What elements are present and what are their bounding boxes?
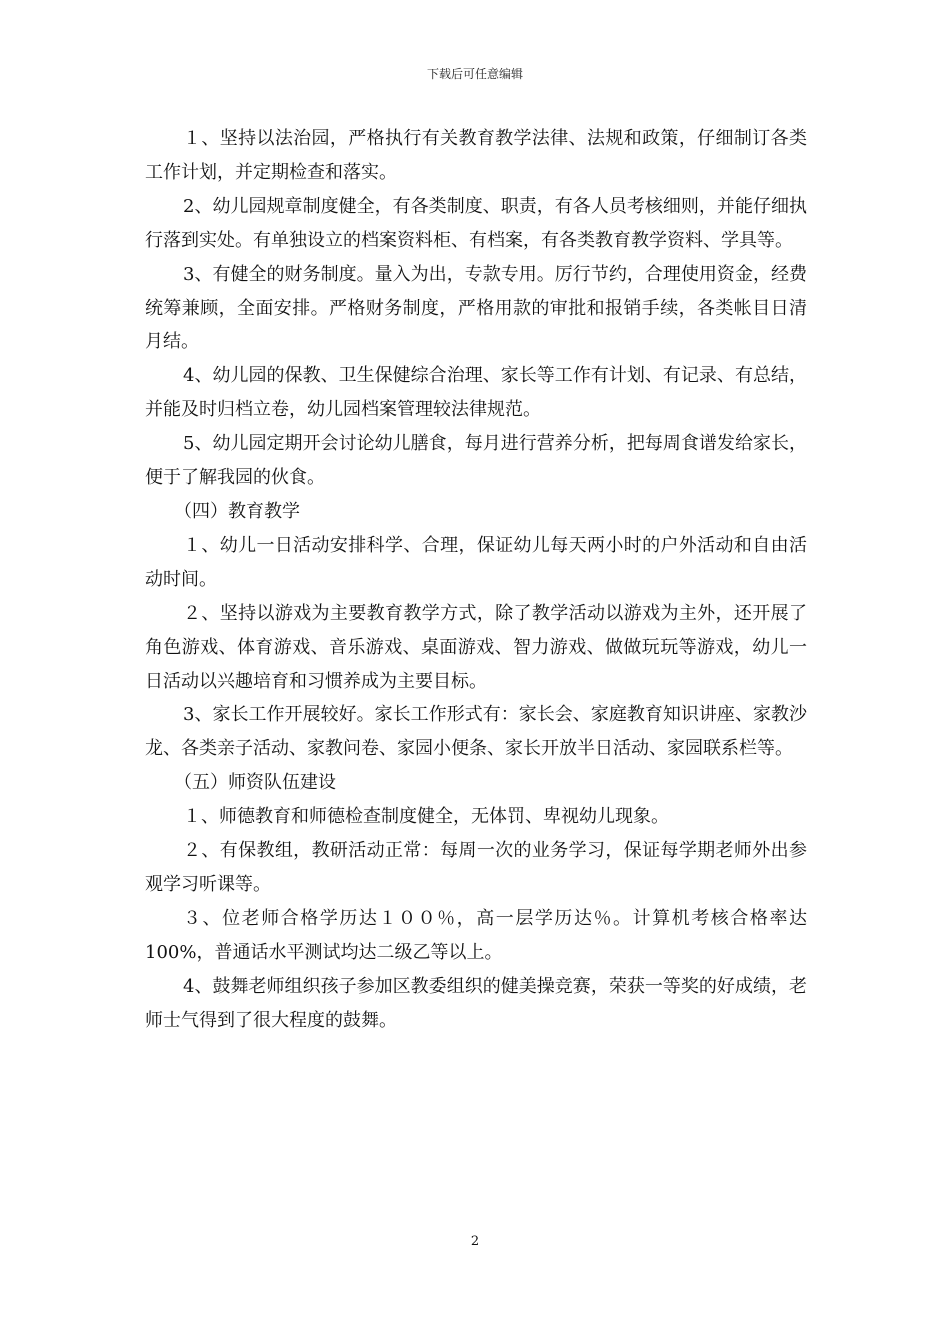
paragraph: １、幼儿一日活动安排科学、合理，保证幼儿每天两小时的户外活动和自由活动时间。 [145, 534, 807, 590]
paragraph: ３、位老师合格学历达１００％，高一层学历达％。计算机考核合格率达100%，普通话水平测试均达二级乙等以上。 [145, 907, 807, 963]
paragraph: 3、有健全的财务制度。量入为出，专款专用。厉行节约，合理使用资金，经费统筹兼顾，全面安排。严格财务制度，严格用款的审批和报销手续，各类帐目日清月结。 [145, 263, 807, 353]
paragraph: ２、坚持以游戏为主要教育教学方式，除了教学活动以游戏为主外，还开展了角色游戏、体育游戏、音乐游戏、桌面游戏、智力游戏、做做玩玩等游戏，幼儿一日活动以兴趣培育和习惯养成为主要目标。 [145, 602, 807, 692]
paragraph: 4、鼓舞老师组织孩子参加区教委组织的健美操竞赛，荣获一等奖的好成绩，老师士气得到了很大程度的鼓舞。 [145, 975, 807, 1031]
paragraph: 4、幼儿园的保教、卫生保健综合治理、家长等工作有计划、有记录、有总结，并能及时归档立卷，幼儿园档案管理较法律规范。 [145, 365, 807, 421]
document-body [145, 122, 807, 1037]
section-heading: （四）教育教学 [174, 500, 300, 522]
paragraph: 3、家长工作开展较好。家长工作形式有：家长会、家庭教育知识讲座、家教沙龙、各类亲子活动、家教问卷、家园小便条、家长开放半日活动、家园联系栏等。 [145, 704, 807, 760]
paragraph: 5、幼儿园定期开会讨论幼儿膳食，每月进行营养分析，把每周食谱发给家长，便于了解我园的伙食。 [145, 433, 807, 489]
paragraph: 2、幼儿园规章制度健全，有各类制度、职责，有各人员考核细则，并能仔细执行落到实处。有单独设立的档案资料柜、有档案，有各类教育教学资料、学具等。 [145, 195, 807, 251]
section-heading: （五）师资队伍建设 [174, 772, 336, 794]
page-number: 2 [470, 1234, 480, 1249]
paragraph: ２、有保教组，教研活动正常：每周一次的业务学习，保证每学期老师外出参观学习听课等。 [145, 840, 807, 895]
paragraph: １、坚持以法治园，严格执行有关教育教学法律、法规和政策，仔细制订各类工作计划，并定期检查和落实。 [145, 128, 807, 183]
page-header: 下载后可任意编辑 [426, 67, 523, 81]
paragraph: １、师德教育和师德检查制度健全，无体罚、卑视幼儿现象。 [183, 806, 669, 828]
